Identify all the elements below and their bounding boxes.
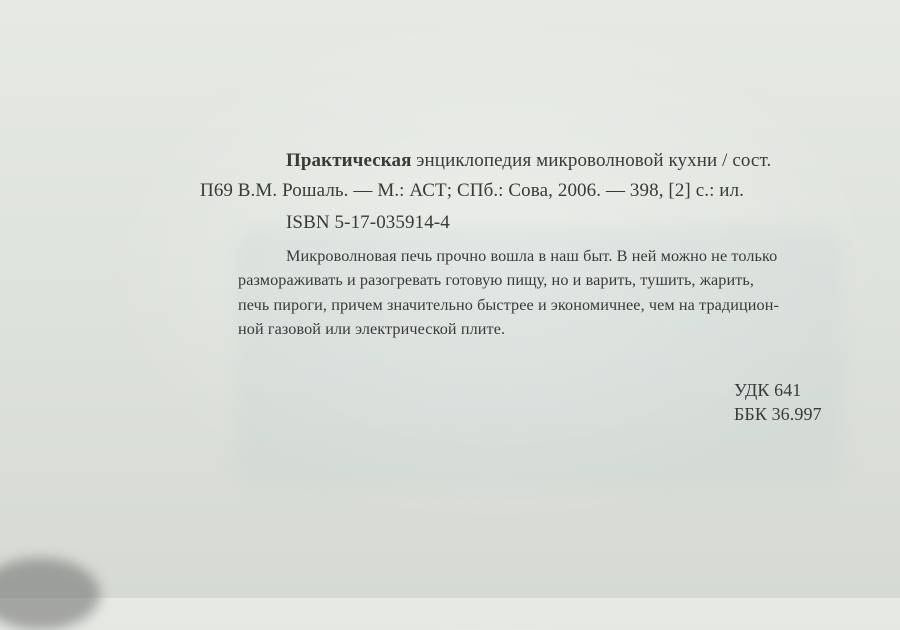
abstract-line-1: Микроволновая печь прочно вошла в наш быт. В ней можно не только xyxy=(286,247,778,265)
title-bold-text: Практическая xyxy=(286,150,412,171)
isbn-line: ISBN 5-17-035914-4 xyxy=(286,212,450,233)
bbk-code: ББК 36.997 xyxy=(734,404,822,424)
imprint-text: В.М. Рошаль. — М.: АСТ; СПб.: Сова, 2006. — 398, [2] с.: ил. xyxy=(237,180,745,201)
library-code: П69 xyxy=(200,180,234,201)
bibliographic-imprint-line xyxy=(200,181,744,200)
abstract-line-4: ной газовой или электрической плите. xyxy=(238,320,506,338)
finger-shadow xyxy=(0,558,100,630)
abstract-line-2: размораживать и разогревать готовую пищу, но и варить, тушить, жарить, xyxy=(238,271,755,289)
paper-shade xyxy=(235,228,845,488)
abstract-line-3: печь пироги, причем значительно быстрее и экономичнее, чем на традицион- xyxy=(238,296,780,314)
bibliographic-title-line xyxy=(286,151,771,170)
udk-code: УДК 641 xyxy=(734,380,802,400)
title-rest-text: энциклопедия микроволновой кухни / сост. xyxy=(416,150,772,171)
